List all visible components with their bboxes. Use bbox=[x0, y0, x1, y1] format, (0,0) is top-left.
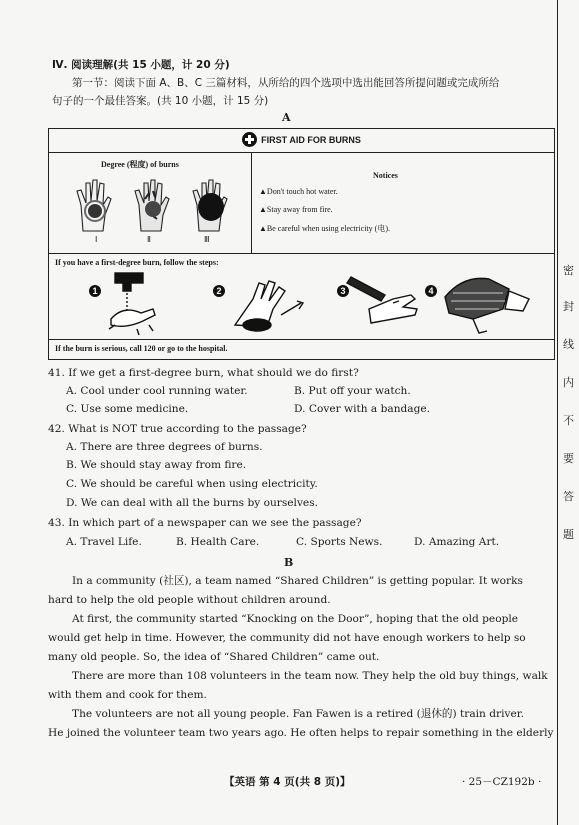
step-number-3: 3 bbox=[340, 286, 346, 296]
step-number-2: 2 bbox=[216, 286, 222, 296]
section-intro-line-1: 第一节：阅读下面 A、B、C 三篇材料，从所给的四个选项中选出能回答所提问题或完成所给 bbox=[72, 77, 500, 89]
question-42-option-c[interactable]: C. We should be careful when using electricity. bbox=[66, 478, 318, 490]
degree-label-3: Ⅲ bbox=[204, 235, 210, 244]
question-43-option-c[interactable]: C. Sports News. bbox=[296, 536, 383, 548]
seal-char-3: 线 bbox=[563, 338, 574, 351]
degree-title: Degree (程度) of burns bbox=[101, 160, 179, 169]
box-header-title: FIRST AID FOR BURNS bbox=[261, 135, 361, 145]
seal-char-5: 不 bbox=[563, 414, 574, 427]
seal-char-7: 答 bbox=[563, 490, 574, 503]
question-42-option-b[interactable]: B. We should stay away from fire. bbox=[66, 459, 247, 471]
question-42-option-d[interactable]: D. We can deal with all the burns by ourselves. bbox=[66, 497, 318, 509]
step-number-4: 4 bbox=[428, 286, 434, 296]
passage-b-line-9: He joined the volunteer team two years ago. He often helps to repair something in the elderly bbox=[48, 727, 554, 739]
first-aid-steps-illustration bbox=[53, 269, 551, 339]
notice-3: ▲Be careful when using electricity (电). bbox=[259, 224, 390, 233]
burned-hands-icon bbox=[69, 171, 239, 237]
steps-title: If you have a first-degree burn, follow the steps: bbox=[55, 258, 219, 267]
passage-b-line-3: At first, the community started “Knocking on the Door”, hoping that the old people bbox=[72, 613, 519, 625]
section-title: Ⅳ. 阅读理解(共 15 小题，计 20 分) bbox=[52, 59, 230, 71]
passage-b-line-5: many old people. So, the idea of “Shared Children” came out. bbox=[48, 651, 380, 663]
question-41-option-c[interactable]: C. Use some medicine. bbox=[66, 403, 189, 415]
first-aid-cross-icon bbox=[242, 132, 257, 147]
question-43-option-b[interactable]: B. Health Care. bbox=[176, 536, 260, 548]
passage-a-letter: A bbox=[282, 111, 291, 124]
question-41-option-b[interactable]: B. Put off your watch. bbox=[294, 385, 411, 397]
notice-2: ▲Stay away from fire. bbox=[259, 205, 333, 214]
passage-b-line-7: with them and cook for them. bbox=[48, 689, 207, 701]
seal-char-8: 题 bbox=[563, 528, 574, 541]
footer-code: · 25－CZ192b · bbox=[462, 776, 542, 788]
section-intro-line-2: 句子的一个最佳答案。(共 10 小题，计 15 分) bbox=[52, 95, 269, 107]
question-43-option-a[interactable]: A. Travel Life. bbox=[66, 536, 142, 548]
question-41-stem: 41. If we get a first-degree burn, what should we do first? bbox=[48, 367, 359, 379]
notices-title: Notices bbox=[373, 171, 398, 180]
step-number-1: 1 bbox=[92, 286, 98, 296]
passage-b-line-1: In a community (社区), a team named “Shared Children” is getting popular. It works bbox=[72, 575, 523, 587]
box-header bbox=[49, 129, 554, 153]
seal-char-4: 内 bbox=[563, 376, 574, 389]
question-43-stem: 43. In which part of a newspaper can we see the passage? bbox=[48, 517, 362, 529]
serious-note: If the burn is serious, call 120 or go to the hospital. bbox=[55, 344, 228, 353]
question-41-option-d[interactable]: D. Cover with a bandage. bbox=[294, 403, 431, 415]
first-aid-box bbox=[48, 128, 555, 360]
degree-label-2: Ⅱ bbox=[147, 235, 151, 244]
question-43-option-d[interactable]: D. Amazing Art. bbox=[414, 536, 500, 548]
degree-label-1: Ⅰ bbox=[95, 235, 98, 244]
passage-b-letter: B bbox=[284, 556, 294, 569]
box-divider-1 bbox=[49, 253, 554, 254]
footer-page-info: 【英语 第 4 页(共 8 页)】 bbox=[224, 776, 351, 788]
question-42-option-a[interactable]: A. There are three degrees of burns. bbox=[66, 441, 263, 453]
passage-b-line-4: would get help in time. However, the community did not have enough workers to help so bbox=[48, 632, 526, 644]
seal-char-6: 要 bbox=[563, 452, 574, 465]
passage-b-line-6: There are more than 108 volunteers in the team now. They help the old buy things, walk bbox=[72, 670, 548, 682]
passage-b-line-2: hard to help the old people without children around. bbox=[48, 594, 331, 606]
question-41-option-a[interactable]: A. Cool under cool running water. bbox=[66, 385, 248, 397]
box-divider-2 bbox=[49, 339, 554, 340]
question-42-stem: 42. What is NOT true according to the passage? bbox=[48, 423, 307, 435]
passage-b-line-8: The volunteers are not all young people. Fan Fawen is a retired (退休的) train driver. bbox=[72, 708, 524, 720]
seal-char-2: 封 bbox=[563, 300, 574, 313]
notice-1: ▲Don't touch hot water. bbox=[259, 187, 338, 196]
box-vertical-divider bbox=[251, 152, 252, 253]
seal-char-1: 密 bbox=[563, 264, 574, 277]
